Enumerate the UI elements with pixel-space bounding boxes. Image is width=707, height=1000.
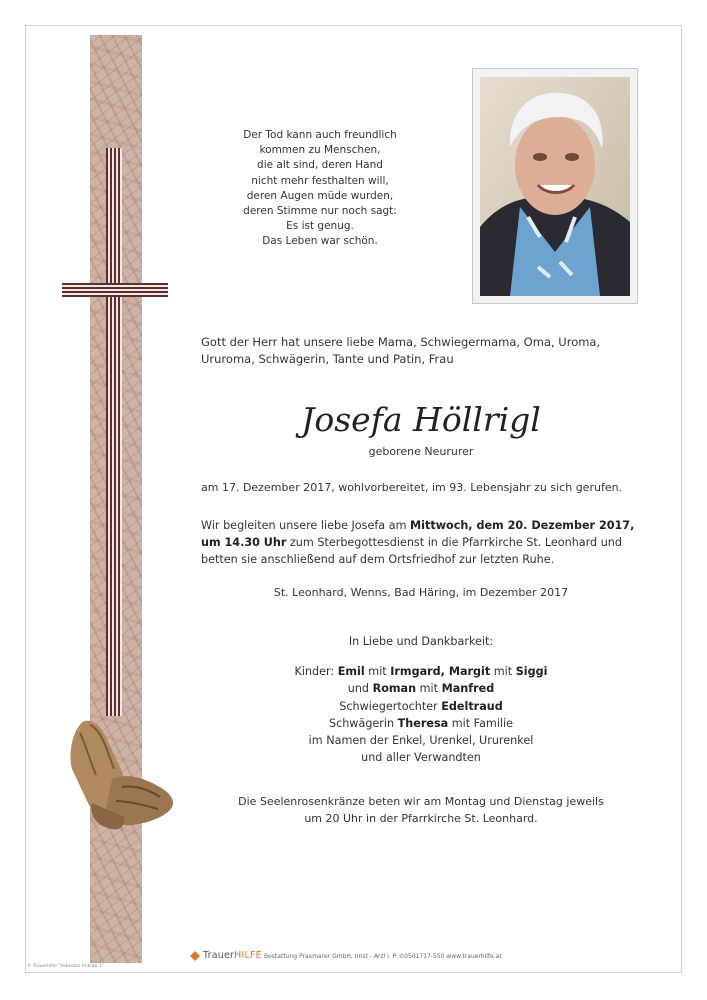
mourner-name: Irmgard, Margit [390, 665, 491, 679]
trauerhilfe-logo-icon [190, 951, 200, 961]
cross-horizontal-beam [62, 283, 168, 297]
relation-label: Schwiegertochter [339, 699, 442, 713]
company-info: Bestattung Praxmarer GmbH, Imst - Arzl i. P. ✆0501717-550 www.trauerhilfe.at [264, 953, 502, 960]
portrait-photo [480, 77, 630, 296]
children-line [201, 663, 641, 680]
poem-line: kommen zu Menschen, [259, 144, 381, 157]
relatives-line: und aller Verwandten [361, 751, 481, 765]
mourner-name: Edeltraud [441, 699, 503, 713]
poem-line: Der Tod kann auch freundlich [243, 129, 397, 141]
poem-line: nicht mehr festhalten will, [251, 174, 389, 187]
poem-line: Es ist genug. [286, 220, 354, 233]
footer [190, 951, 530, 963]
mourner-name: Emil [337, 665, 365, 679]
praying-hands-icon [62, 715, 178, 833]
funeral-details [201, 517, 641, 568]
children-line [201, 680, 641, 697]
poem-line: die alt sind, deren Hand [257, 159, 383, 172]
cross-vertical-beam [106, 148, 122, 716]
grandchildren-line: im Namen der Enkel, Urenkel, Ururenkel [308, 734, 534, 748]
connector-text: mit [490, 665, 516, 679]
date-of-death-text: am 17. Dezember 2017, wohlvorbereitet, im 93. Lebensjahr zu sich gerufen. [201, 481, 623, 494]
brand-name [203, 950, 262, 961]
place-date: St. Leonhard, Wenns, Bad Häring, im Dezember 2017 [273, 586, 569, 599]
sister-in-law-line [201, 715, 641, 732]
connector-text: mit [416, 682, 442, 696]
funeral-text: betten sie anschließend auf dem Ortsfriedhof zur letzten Ruhe. [201, 553, 555, 566]
connector-text: mit Familie [448, 716, 514, 730]
poem-line: Das Leben war schön. [262, 235, 378, 248]
mourner-name: Theresa [397, 716, 449, 730]
poem-line: deren Stimme nur noch sagt: [243, 205, 397, 218]
rosary-line: Die Seelenrosenkränze beten wir am Montag und Dienstag jeweils [238, 795, 604, 808]
funeral-text: zum Sterbegottesdienst in die Pfarrkirche St. Leonhard und [286, 536, 622, 549]
children-label: Kinder: [294, 665, 338, 679]
brand-part: HILFE [234, 950, 262, 961]
connector-text: und [347, 682, 373, 696]
mourner-name: Manfred [441, 682, 495, 696]
funeral-date: Mittwoch, dem 20. Dezember 2017, [410, 519, 635, 532]
mourners-list [201, 633, 641, 766]
funeral-text: Wir begleiten unsere liebe Josefa am [201, 519, 411, 532]
mourner-name: Roman [372, 682, 417, 696]
relation-label: Schwägerin [328, 716, 398, 730]
poem [210, 128, 430, 250]
funeral-time: um 14.30 Uhr [201, 536, 287, 549]
brand-part: Trauer [203, 950, 235, 961]
copyright-note: © Trauerhilfe "Asbestos Imbide 1" [27, 964, 104, 969]
intro-text: Gott der Herr hat unsere liebe Mama, Schwiegermama, Oma, Uroma, Ururoma, Schwägerin, Tante und Patin, Frau [201, 335, 601, 366]
daughter-in-law-line [201, 698, 641, 715]
mourner-name: Siggi [515, 665, 548, 679]
rosary-line: um 20 Uhr in der Pfarrkirche St. Leonhard. [304, 811, 538, 825]
poem-line: deren Augen müde wurden, [246, 189, 394, 202]
deceased-name: Josefa Höllrigl [301, 400, 541, 439]
connector-text: mit [364, 665, 391, 679]
rosary-notice [201, 794, 641, 827]
maiden-name: geborene Neururer [368, 445, 474, 458]
mourners-heading: In Liebe und Dankbarkeit: [348, 635, 494, 648]
